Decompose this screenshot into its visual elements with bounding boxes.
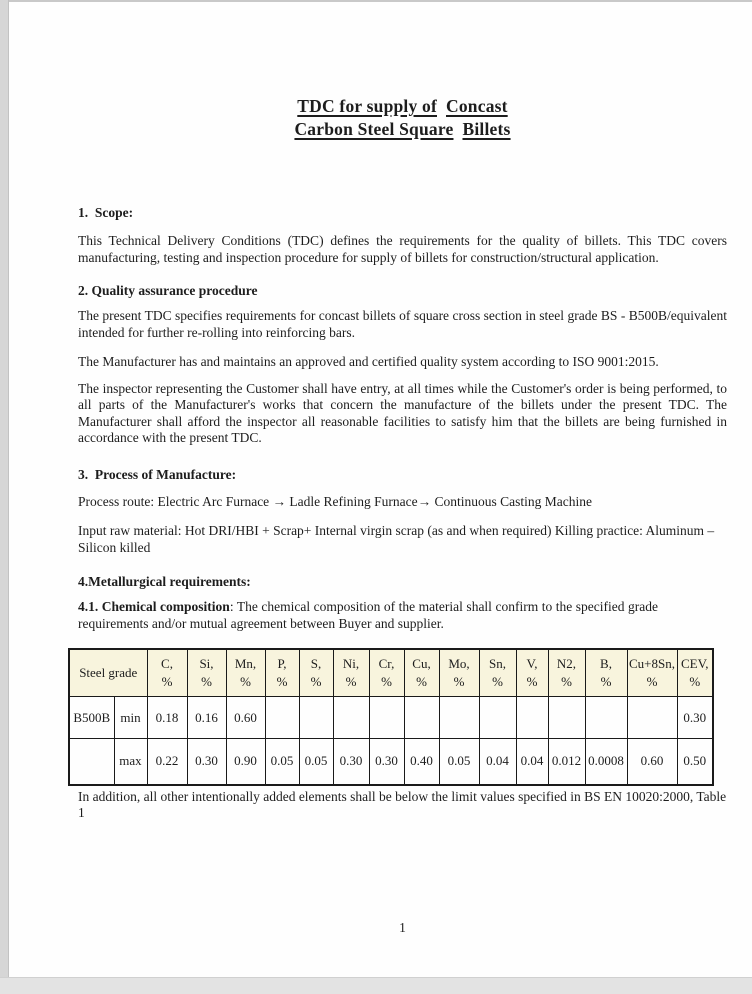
column-header-mn <box>226 649 265 697</box>
chemical-composition-table <box>68 648 714 786</box>
column-header-v <box>516 649 548 697</box>
table-row-min <box>69 697 713 739</box>
element-symbol: Mn, <box>234 656 257 672</box>
column-header-cu8sn <box>627 649 677 697</box>
column-header-cu <box>404 649 439 697</box>
percent-sign: % <box>561 674 572 689</box>
element-symbol: N2, <box>556 656 577 672</box>
section-2-paragraph-2: The Manufacturer has and maintains an approved and certified quality system according to ISO 9001:2015. <box>78 354 659 369</box>
value-cell: 0.60 <box>226 697 265 739</box>
grade-cell: B500B <box>69 697 114 739</box>
scan-edge-bottom <box>0 977 752 994</box>
value-cell: 0.16 <box>187 697 226 739</box>
percent-sign: % <box>381 674 392 689</box>
element-symbol: CEV, <box>680 656 709 672</box>
element-symbol: C, <box>161 656 173 672</box>
column-header-sn <box>479 649 516 697</box>
value-cell <box>333 697 369 739</box>
element-symbol: B, <box>600 656 612 672</box>
value-cell: 0.60 <box>627 739 677 785</box>
value-cell: 0.40 <box>404 739 439 785</box>
value-cell <box>585 697 627 739</box>
section-3-heading: 3. Process of Manufacture: <box>78 466 237 482</box>
section-2-paragraph-3: The inspector representing the Customer shall have entry, at all times while the Customer's order is being performed, to all parts of the Manufacturer's works that concern the manufacture of the billets under the present TDC. The Manufacturer shall afford the inspector all reasonable facilities to satisfy him that the billets are being furnished in accordance with the present TDC. <box>78 380 727 445</box>
value-cell: 0.05 <box>439 739 479 785</box>
column-header-b <box>585 649 627 697</box>
section-3-input-raw-material: Input raw material: Hot DRI/HBI + Scrap+ Internal virgin scrap (as and when required) Killing practice: Aluminum – Silicon killed <box>78 523 715 555</box>
percent-sign: % <box>600 674 612 689</box>
element-symbol: Cu, <box>412 656 431 672</box>
percent-sign: % <box>646 674 658 689</box>
section-4-1-label: 4.1. Chemical composition <box>78 599 230 614</box>
value-cell: 0.50 <box>677 739 713 785</box>
steel-grade-header: Steel grade <box>69 649 147 697</box>
table-note: In addition, all other intentionally added elements shall be below the limit values specified in BS EN 10020:2000, Table 1 <box>78 788 727 820</box>
column-header-cev <box>677 649 713 697</box>
column-header-p <box>265 649 299 697</box>
limit-cell: max <box>114 739 147 785</box>
value-cell: 0.30 <box>677 697 713 739</box>
scan-edge-top <box>0 0 752 2</box>
percent-sign: % <box>345 674 357 689</box>
element-symbol: Si, <box>199 656 214 672</box>
element-symbol: Mo, <box>448 656 470 672</box>
percent-sign: % <box>689 674 701 689</box>
percent-sign: % <box>526 674 538 689</box>
value-cell: 0.18 <box>147 697 187 739</box>
column-header-n2 <box>548 649 585 697</box>
column-header-cr <box>369 649 404 697</box>
value-cell <box>627 697 677 739</box>
limit-cell: min <box>114 697 147 739</box>
percent-sign: % <box>240 674 251 689</box>
value-cell: 0.0008 <box>585 739 627 785</box>
value-cell: 0.90 <box>226 739 265 785</box>
title-part-1: TDC for supply of <box>297 96 437 116</box>
title-part-4: Billets <box>462 119 511 139</box>
value-cell: 0.30 <box>187 739 226 785</box>
element-symbol: S, <box>310 656 322 672</box>
value-cell <box>265 697 299 739</box>
section-1-paragraph: This Technical Delivery Conditions (TDC) defines the requirements for the quality of billets. This TDC covers manufacturing, testing and inspection procedure for supply of billets for construction/structural application. <box>78 233 727 265</box>
percent-sign: % <box>201 674 212 689</box>
element-symbol: Ni, <box>342 656 360 672</box>
value-cell: 0.30 <box>369 739 404 785</box>
element-symbol: Sn, <box>489 656 506 672</box>
value-cell <box>516 697 548 739</box>
scan-edge-left <box>0 0 9 993</box>
value-cell <box>548 697 585 739</box>
element-symbol: Cu+8Sn, <box>629 656 675 672</box>
value-cell: 0.04 <box>516 739 548 785</box>
grade-cell <box>69 739 114 785</box>
element-symbol: V, <box>526 656 538 672</box>
column-header-c <box>147 649 187 697</box>
page-title-line2 <box>78 118 727 141</box>
value-cell: 0.05 <box>265 739 299 785</box>
percent-sign: % <box>492 674 503 689</box>
value-cell <box>404 697 439 739</box>
section-4-heading: 4.Metallurgical requirements: <box>78 574 251 589</box>
column-header-s <box>299 649 333 697</box>
element-symbol: Cr, <box>378 656 395 672</box>
section-3-process-route: Process route: Electric Arc Furnace → Ladle Refining Furnace→ Continuous Casting Machine <box>78 493 592 509</box>
value-cell <box>299 697 333 739</box>
column-header-ni <box>333 649 369 697</box>
section-1-heading: 1. Scope: <box>78 205 134 220</box>
section-4-1-paragraph <box>78 599 658 632</box>
value-cell: 0.30 <box>333 739 369 785</box>
value-cell: 0.04 <box>479 739 516 785</box>
section-2-heading: 2. Quality assurance procedure <box>78 283 258 298</box>
percent-sign: % <box>276 674 288 689</box>
section-2-paragraph-1: The present TDC specifies requirements for concast billets of square cross section in steel grade BS - B500B/equivalent intended for further re-rolling into reinforcing bars. <box>78 308 727 340</box>
percent-sign: % <box>453 674 465 689</box>
page-title <box>78 0 727 141</box>
table-row-max <box>69 739 713 785</box>
column-header-si <box>187 649 226 697</box>
value-cell <box>439 697 479 739</box>
page-number: 1 <box>399 919 406 935</box>
value-cell: 0.05 <box>299 739 333 785</box>
percent-sign: % <box>416 674 427 689</box>
value-cell <box>369 697 404 739</box>
element-symbol: P, <box>277 656 287 672</box>
title-part-2: Concast <box>446 96 508 116</box>
percent-sign: % <box>310 674 322 689</box>
value-cell <box>479 697 516 739</box>
value-cell: 0.22 <box>147 739 187 785</box>
table-header-row <box>69 649 713 697</box>
percent-sign: % <box>161 674 173 689</box>
value-cell: 0.012 <box>548 739 585 785</box>
section-4-1-text: : The chemical composition of the material shall confirm to the specified grade requirements and/or mutual agreement between Buyer and supplier. <box>78 599 659 631</box>
title-part-3: Carbon Steel Square <box>294 119 454 139</box>
column-header-mo <box>439 649 479 697</box>
page-title-line1 <box>78 95 727 118</box>
